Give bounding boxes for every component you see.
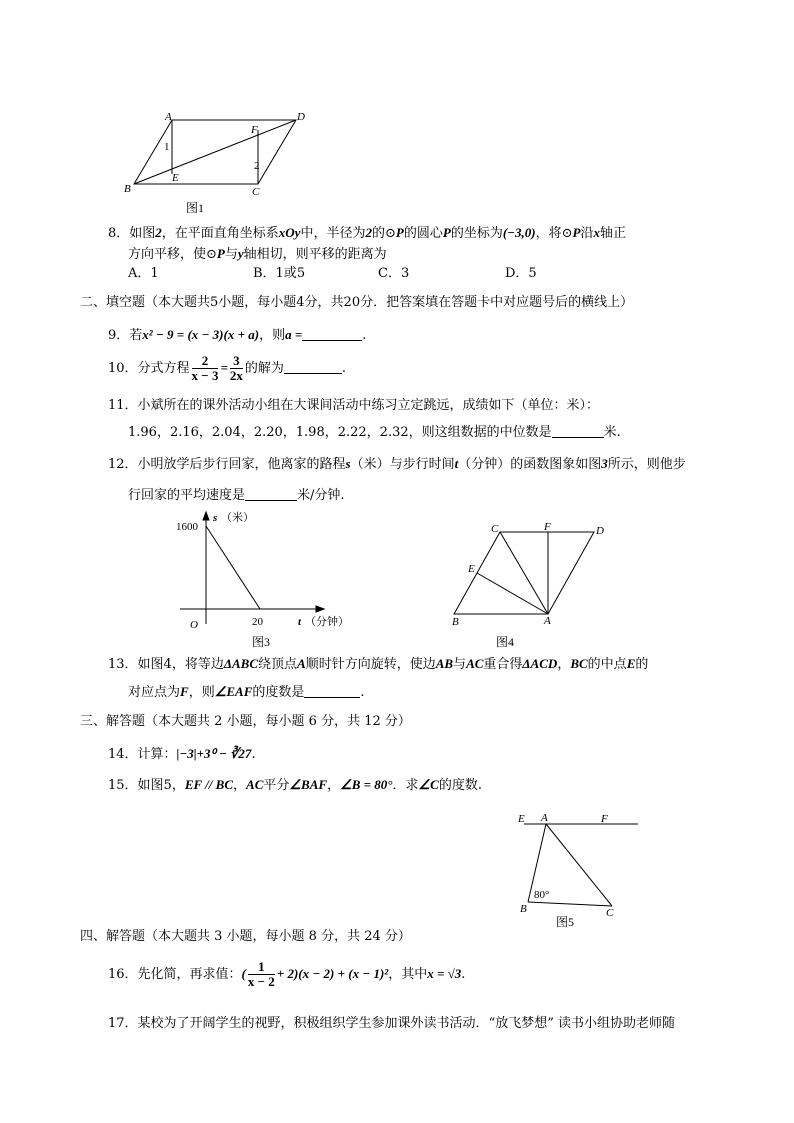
fig5-angle-80: 80° [534, 889, 550, 901]
fig3-x-unit: （分钟） [305, 616, 349, 628]
figure-1 [120, 108, 320, 214]
fig1-label-e: E [172, 172, 179, 184]
q13-line2: 对应点为F，则∠EAF的度数是 . [128, 684, 365, 700]
q12-answer-blank [245, 486, 297, 501]
fig3-caption: 图3 [252, 635, 271, 649]
q10: 10．分式方程 $\frac{2}{x - 3}$ = $\frac{3}{2x}$ 的解为 . [108, 353, 347, 383]
q12-line2: 行回家的平均速度是 米/分钟. [128, 488, 345, 503]
fig3-y-unit: （米） [221, 512, 254, 524]
fig1-label-c: C [252, 186, 260, 198]
fig5-label-e: E [518, 813, 525, 825]
q13-line1: 13．如图4，将等边ΔABC绕顶点A顺时针方向旋转，使边AB与AC重合得ΔACD，BC的中点E的 [108, 656, 649, 672]
fig5-caption: 图5 [556, 915, 575, 929]
q14: 14．计算：|−3|+3⁰ − ∛27. [108, 746, 256, 762]
figure-4 [444, 518, 624, 652]
figure-3 [168, 506, 358, 650]
q8-option-a: A．1 [128, 266, 159, 281]
fig1-caption: 图1 [186, 201, 205, 214]
fig1-label-1: 1 [164, 141, 170, 153]
fig4-label-b: B [452, 616, 459, 628]
q8-line1: 8．如图2，在平面直角坐标系xOy中，半径为2的⊙P的圆心P的坐标为(−3,0)，将⊙P沿x轴正 [108, 225, 627, 241]
figure-5 [510, 808, 650, 930]
fig4-label-f: F [544, 521, 551, 533]
fig5-label-b: B [520, 903, 527, 915]
fig3-t-label: t [298, 616, 302, 628]
q11-line2: 1.96，2.16，2.04，2.20，1.98，2.22，2.32，则这组数据的中位数是 米. [128, 425, 621, 440]
fig1-label-b: B [124, 183, 131, 195]
q8-option-b: B．1或5 [253, 266, 306, 281]
fig5-label-c: C [606, 907, 614, 919]
fig5-label-a: A [541, 812, 548, 824]
q8-line2: 方向平移，使⊙P与y轴相切，则平移的距离为 [128, 246, 387, 262]
q8-option-c: C．3 [378, 266, 410, 281]
q15: 15．如图5，EF // BC，AC平分∠BAF，∠B = 80°．求∠C的度数. [108, 777, 482, 793]
q11-line1: 11．小斌所在的课外活动小组在大课间活动中练习立定跳远，成绩如下（单位：米）： [108, 398, 600, 413]
q13-answer-blank [304, 683, 360, 698]
section-3-title: 三、解答题（本大题共 2 小题，每小题 6 分，共 12 分） [80, 714, 411, 729]
fig3-x-20: 20 [252, 616, 263, 628]
fig1-label-d: D [297, 111, 305, 123]
fig1-label-f: F [251, 124, 258, 136]
q10-answer-blank [284, 359, 342, 374]
q8-option-d: D．5 [505, 266, 537, 281]
section-2-title: 二、填空题（本大题共5小题，每小题4分，共20分．把答案填在答题卡中对应题号后的横线上） [80, 295, 634, 310]
q9-answer-blank [302, 326, 362, 341]
fig4-label-c: C [491, 523, 499, 535]
fig4-label-a: A [544, 615, 551, 627]
q17-line1: 17．某校为了开阔学生的视野，积极组织学生参加课外读书活动．“放飞梦想” 读书小组协助老师随 [108, 1016, 675, 1031]
fig4-label-d: D [596, 525, 604, 537]
q12-line1: 12．小明放学后步行回家，他离家的路程s（米）与步行时间t（分钟）的函数图象如图3所示，则他步 [108, 456, 686, 472]
fig5-label-f: F [601, 813, 608, 825]
fig1-label-2: 2 [254, 160, 260, 172]
fig3-y-1600: 1600 [176, 521, 198, 533]
fig3-s-label: s [213, 512, 218, 524]
fig1-label-a: A [165, 111, 172, 123]
q16: 16．先化简，再求值：( $\frac{1}{x - 2}$ + 2)(x − 2) + (x − 1)²，其中x = √3. [108, 959, 466, 989]
section-4-title: 四、解答题（本大题共 3 小题，每小题 8 分，共 24 分） [80, 929, 411, 944]
fig3-origin: O [190, 619, 198, 631]
q9: 9．若x² − 9 = (x − 3)(x + a)，则a = . [108, 327, 367, 343]
q11-answer-blank [552, 423, 604, 438]
fig4-label-e: E [468, 563, 475, 575]
fig4-caption: 图4 [496, 635, 515, 649]
